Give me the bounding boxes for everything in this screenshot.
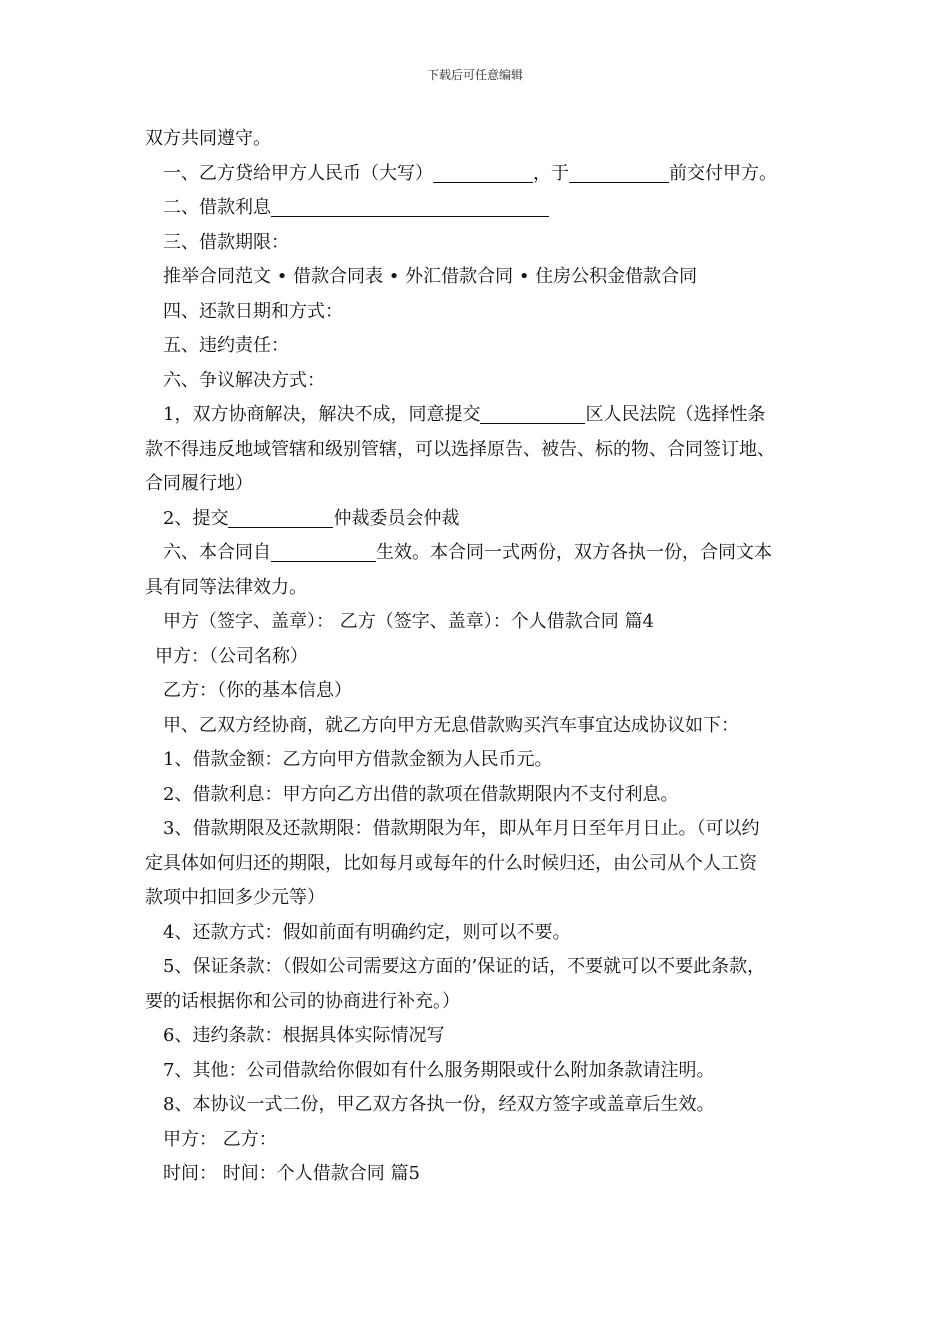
page-header: 下载后可任意编辑 <box>426 68 523 82</box>
text-line: 5、保证条款：（假如公司需要这方面的’保证的话，不要就可以不要此条款， <box>163 956 766 977</box>
recommended-links: 推举合同范文 • 借款合同表 • 外汇借款合同 • 住房公积金借款合同 <box>163 266 698 287</box>
fill-in-blank <box>433 164 533 183</box>
text-segment: 生效。本合同一式两份，双方各执一份，合同文本 <box>376 542 772 563</box>
text-line: 四、还款日期和方式： <box>163 300 343 322</box>
text-segment: 仲裁委员会仲裁 <box>333 507 460 529</box>
text-segment: 六、本合同自 <box>163 542 271 563</box>
text-line: 五、违约责任： <box>163 335 289 356</box>
text-line: 款不得违反地域管辖和级别管辖，可以选择原告、被告、标的物、合同签订地、 <box>145 438 775 460</box>
text-line: 8、本协议一式二份，甲乙双方各执一份，经双方签字或盖章后生效。 <box>163 1094 715 1115</box>
fill-in-blank <box>569 164 669 183</box>
text-line: 7、其他：公司借款给你假如有什么服务期限或什么附加条款请注明。 <box>163 1059 715 1081</box>
clause-effective <box>145 536 830 571</box>
text-line: 双方共同遵守。 <box>145 128 271 149</box>
text-segment: ，于 <box>533 162 569 184</box>
fill-in-blank <box>271 543 376 562</box>
clause-loan-amount <box>145 157 830 192</box>
party-a-line: 甲方：（公司名称） <box>155 645 308 667</box>
text-line: 3、借款期限及还款期限：借款期限为年，即从年月日至年月日止。（可以约 <box>163 818 760 839</box>
text-segment: 2、提交 <box>163 507 229 529</box>
text-line: 合同履行地） <box>145 473 253 494</box>
text-line: 要的话根据你和公司的协商进行补充。） <box>145 990 460 1012</box>
fill-in-blank <box>271 198 549 217</box>
fill-in-blank <box>480 405 585 424</box>
text-line: 2、借款利息：甲方向乙方出借的款项在借款期限内不支付利息。 <box>163 783 679 805</box>
party-b-line: 乙方：（你的基本信息） <box>163 680 352 701</box>
signature-line: 甲方（签字、盖章）： 乙方（签字、盖章）：个人借款合同 篇4 <box>163 611 654 632</box>
date-line: 时间： 时间：个人借款合同 篇5 <box>163 1163 420 1184</box>
text-line: 六、争议解决方式： <box>163 369 325 391</box>
document-body <box>145 122 830 1192</box>
text-line: 4、还款方式：假如前面有明确约定，则可以不要。 <box>163 921 571 943</box>
text-line: 定具体如何归还的期限，比如每月或每年的什么时候归还，由公司从个人工资 <box>145 852 757 874</box>
text-segment: 1，双方协商解决，解决不成，同意提交 <box>163 404 481 425</box>
text-line: 款项中扣回多少元等） <box>145 887 325 908</box>
clause-interest <box>145 191 830 226</box>
text-line: 甲、乙双方经协商，就乙方向甲方无息借款购买汽车事宜达成协议如下： <box>163 714 739 736</box>
fill-in-blank <box>228 509 333 528</box>
text-segment: 区人民法院（选择性条 <box>585 404 766 425</box>
text-line: 1、借款金额：乙方向甲方借款金额为人民币元。 <box>163 749 553 770</box>
text-line: 三、借款期限： <box>163 231 289 253</box>
clause-arbitration <box>145 502 830 537</box>
text-line: 6、违约条款：根据具体实际情况写 <box>163 1025 445 1046</box>
text-segment: 二、借款利息 <box>163 197 271 218</box>
clause-court <box>145 398 830 433</box>
text-segment: 前交付甲方。 <box>669 162 777 184</box>
text-segment: 一、乙方贷给甲方人民币（大写） <box>163 162 433 184</box>
signature-line: 甲方： 乙方： <box>163 1128 277 1150</box>
text-line: 具有同等法律效力。 <box>145 576 307 598</box>
